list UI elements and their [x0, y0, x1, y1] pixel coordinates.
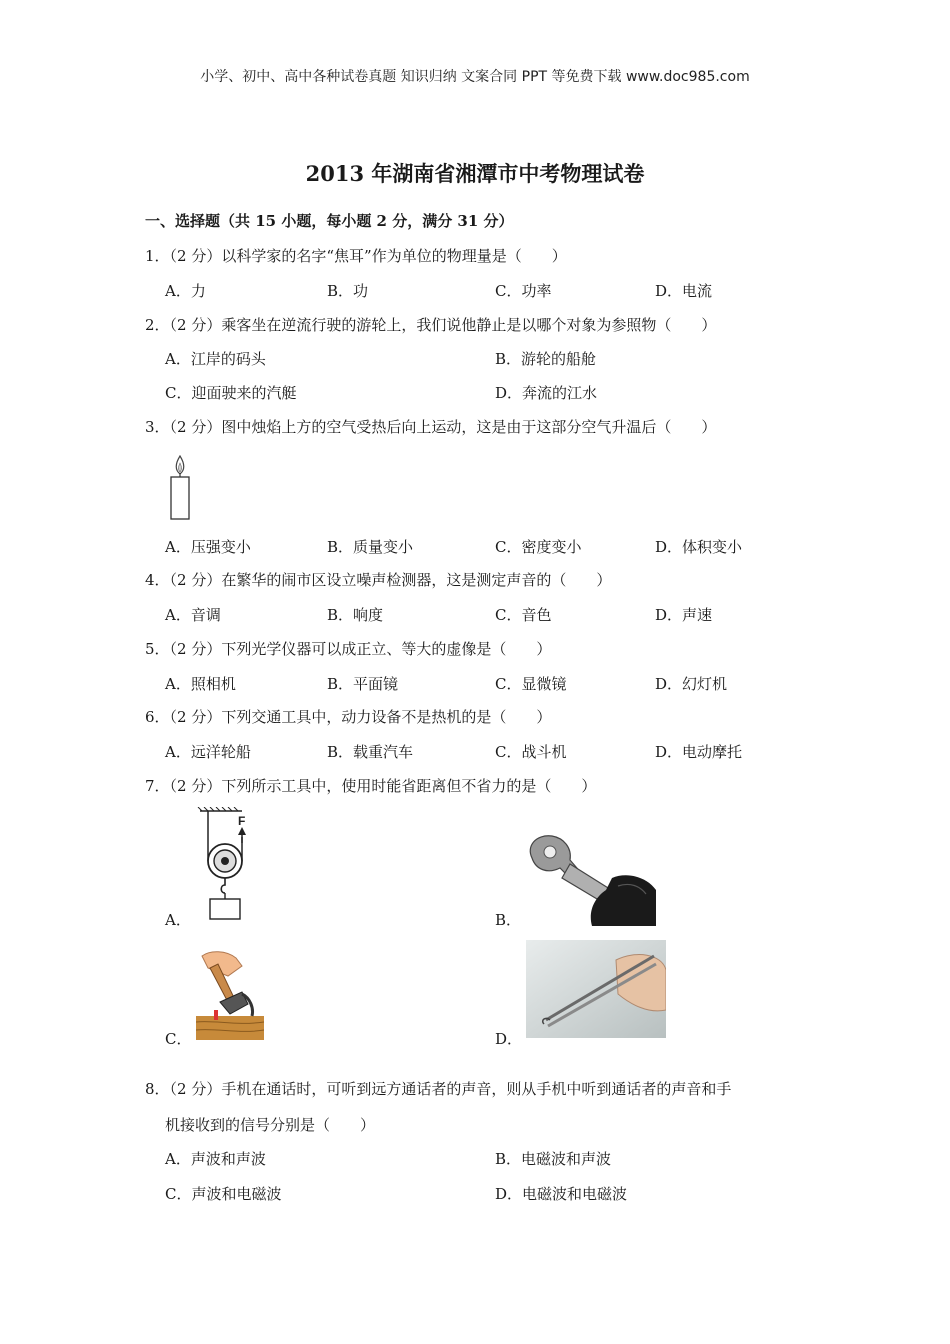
wrench-figure	[522, 828, 660, 926]
question-6-stem: 6．（2 分）下列交通工具中，动力设备不是热机的是（ ）	[145, 708, 552, 726]
candle-figure	[166, 452, 196, 524]
question-3-option-d: D．体积变小	[655, 538, 743, 556]
hammer-figure	[196, 950, 264, 1042]
question-8-option-c: C．声波和电磁波	[165, 1185, 282, 1203]
question-2-option-b: B．游轮的船舱	[495, 350, 597, 368]
question-2-option-c: C．迎面驶来的汽艇	[165, 384, 297, 402]
question-1-option-a: A．力	[165, 282, 206, 300]
question-7-option-a: A．	[165, 911, 191, 929]
question-6-option-a: A．远洋轮船	[165, 743, 251, 761]
question-6-option-b: B．载重汽车	[327, 743, 414, 761]
pulley-figure	[196, 807, 258, 923]
question-7-option-c: C．	[165, 1030, 192, 1048]
question-5-option-b: B．平面镜	[327, 675, 399, 693]
page-header: 小学、初中、高中各种试卷真题 知识归纳 文案合同 PPT 等免费下载 www.doc985.com	[200, 69, 750, 85]
question-1-option-b: B．功	[327, 282, 369, 300]
question-3-option-a: A．压强变小	[165, 538, 251, 556]
question-3-stem: 3．（2 分）图中烛焰上方的空气受热后向上运动，这是由于这部分空气升温后（ ）	[145, 418, 717, 436]
question-6-option-d: D．电动摩托	[655, 743, 743, 761]
question-1-option-d: D．电流	[655, 282, 713, 300]
question-4-option-a: A．音调	[165, 606, 221, 624]
question-8-stem-line-2: 机接收到的信号分别是（ ）	[165, 1116, 376, 1134]
question-1-stem: 1．（2 分）以科学家的名字“焦耳”作为单位的物理量是（ ）	[145, 247, 567, 265]
tweezers-figure	[526, 940, 666, 1038]
question-8-option-a: A．声波和声波	[165, 1150, 266, 1168]
question-2-option-d: D．奔流的江水	[495, 384, 598, 402]
question-8-option-b: B．电磁波和声波	[495, 1150, 612, 1168]
question-5-option-a: A．照相机	[165, 675, 236, 693]
question-4-option-d: D．声速	[655, 606, 713, 624]
question-7-option-d: D．	[495, 1030, 523, 1048]
question-1-option-c: C．功率	[495, 282, 552, 300]
question-3-option-b: B．质量变小	[327, 538, 414, 556]
question-2-option-a: A．江岸的码头	[165, 350, 266, 368]
question-2-stem: 2．（2 分）乘客坐在逆流行驶的游轮上，我们说他静止是以哪个对象为参照物（ ）	[145, 316, 717, 334]
question-5-option-c: C．显微镜	[495, 675, 567, 693]
section-heading: 一、选择题（共 15 小题，每小题 2 分，满分 31 分）	[145, 212, 514, 230]
question-7-stem: 7．（2 分）下列所示工具中，使用时能省距离但不省力的是（ ）	[145, 777, 597, 795]
question-3-option-c: C．密度变小	[495, 538, 582, 556]
pulley-force-label: F	[238, 814, 246, 828]
question-8-stem-line-1: 8．（2 分）手机在通话时，可听到远方通话者的声音，则从手机中听到通话者的声音和手	[145, 1080, 732, 1098]
question-5-stem: 5．（2 分）下列光学仪器可以成正立、等大的虚像是（ ）	[145, 640, 552, 658]
exam-title: 2013 年湖南省湘潭市中考物理试卷	[305, 161, 645, 186]
question-5-option-d: D．幻灯机	[655, 675, 728, 693]
question-4-stem: 4．（2 分）在繁华的闹市区设立噪声检测器，这是测定声音的（ ）	[145, 571, 612, 589]
question-4-option-c: C．音色	[495, 606, 552, 624]
question-7-option-b: B．	[495, 911, 522, 929]
question-4-option-b: B．响度	[327, 606, 384, 624]
question-6-option-c: C．战斗机	[495, 743, 567, 761]
question-8-option-d: D．电磁波和电磁波	[495, 1185, 628, 1203]
